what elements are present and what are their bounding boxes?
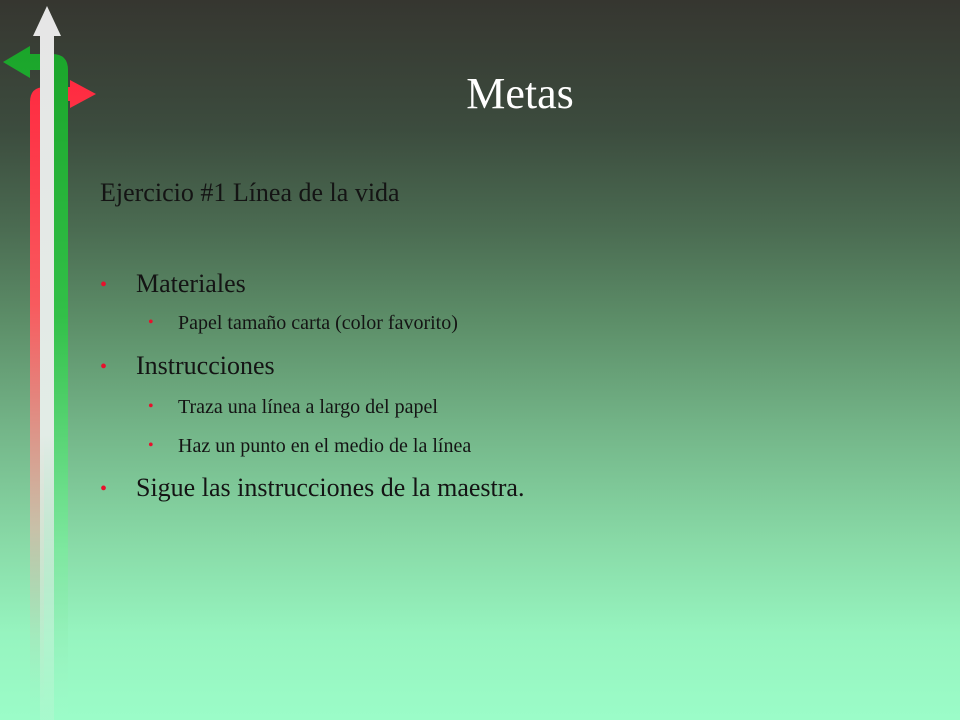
- list-item-text: Instrucciones: [136, 351, 275, 380]
- bullet-icon: •: [100, 274, 108, 296]
- list-item-text: Sigue las instrucciones de la maestra.: [136, 473, 525, 502]
- three-direction-arrows-icon: [0, 0, 110, 720]
- bullet-icon: •: [148, 398, 154, 415]
- list-item-text: Traza una línea a largo del papel: [178, 396, 438, 418]
- bullet-icon: •: [100, 478, 108, 500]
- bullet-icon: •: [148, 437, 154, 454]
- list-item-sigue: [100, 472, 920, 504]
- list-item-materiales: [100, 268, 920, 300]
- exercise-heading: Ejercicio #1 Línea de la vida: [100, 178, 400, 207]
- list-item-traza: [100, 394, 920, 420]
- bullet-list: [100, 268, 920, 504]
- bullet-icon: •: [100, 356, 108, 378]
- list-item-text: Haz un punto en el medio de la línea: [178, 435, 472, 457]
- list-item-text: Papel tamaño carta (color favorito): [178, 312, 458, 334]
- list-item-instrucciones: [100, 350, 920, 382]
- bullet-icon: •: [148, 314, 154, 331]
- list-item-punto: [100, 433, 920, 459]
- list-item-text: Materiales: [136, 269, 246, 298]
- list-item-papel: [100, 310, 920, 336]
- slide-title: Metas: [466, 69, 574, 118]
